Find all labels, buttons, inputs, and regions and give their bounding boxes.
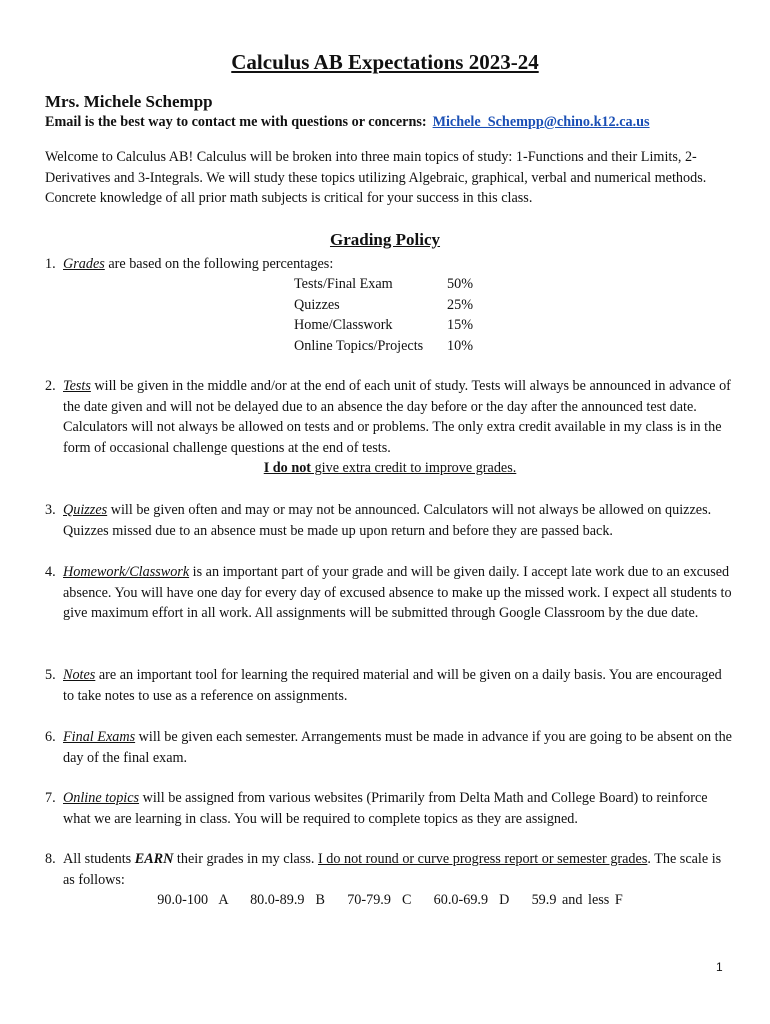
item-number: 1.	[45, 256, 56, 272]
item-text: is an important part of your grade and will be given daily. I accept late work due to an excused absence. You will have one day for every day of excused absence to make up the missed work. I expect all students to give maximum effort in all work. All assignments will be submitted through Google Classroom by the due date.	[63, 564, 732, 621]
grading-policy-heading: Grading Policy	[329, 230, 441, 249]
note-bold: I do not	[263, 460, 312, 476]
page-title: Calculus AB Expectations 2023-24	[231, 50, 539, 74]
item-number: 5.	[45, 667, 56, 683]
item-text: will be given in the middle and/or at the end of each unit of study. Tests will always be announced in advance of the date given and will not be delayed due to an absence the day before or the day after the announced test date. Calculators will not always be allowed on tests and or problems. The only extra credit available in my class is in the form of occasional challenge questions at the end of tests.	[63, 378, 731, 456]
percentages-table	[294, 274, 473, 356]
percentage-category: Online Topics/Projects	[294, 337, 424, 354]
item-term: Homework/Classwork	[63, 564, 190, 580]
item-number: 3.	[45, 502, 56, 518]
item-term: Grades	[63, 256, 105, 272]
item-text-pre: All students	[63, 851, 135, 867]
percentage-value: 10%	[447, 337, 474, 354]
percentage-row	[294, 274, 473, 295]
intro-paragraph: Welcome to Calculus AB! Calculus will be broken into three main topics of study: 1-Functions and their Limits, 2-Derivatives and 3-Integrals. We will study these topics utilizing Algebraic, graphical, verbal and numerical methods. Concrete knowledge of all prior math subjects is critical for your success in this class.	[45, 149, 707, 207]
contact-line	[45, 114, 650, 131]
item-grades	[45, 254, 735, 275]
percentage-row	[294, 336, 473, 357]
item-final-exams	[45, 727, 735, 768]
item-term: Tests	[63, 378, 91, 394]
teacher-name: Mrs. Michele Schempp	[45, 92, 213, 111]
item-homework	[45, 562, 735, 624]
percentage-value: 50%	[447, 276, 474, 292]
percentage-category: Home/Classwork	[294, 317, 393, 333]
item-earn	[45, 849, 735, 911]
item-term: Quizzes	[63, 502, 108, 518]
item-number: 6.	[45, 729, 56, 745]
item-text: will be assigned from various websites (Primarily from Delta Math and College Board) to reinforce what we are learning in class. You will be required to complete topics as they are assigned.	[63, 790, 708, 827]
item-number: 2.	[45, 378, 56, 394]
item-text: will be given each semester. Arrangements must be made in advance if you are going to be absent on the day of the final exam.	[63, 729, 732, 766]
percentage-category: Tests/Final Exam	[294, 276, 393, 292]
item-term: Online topics	[63, 790, 140, 806]
note-text: give extra credit to improve grades.	[311, 460, 517, 476]
no-rounding-note: I do not round or curve progress report or semester grades	[317, 851, 648, 867]
item-text: are based on the following percentages:	[104, 256, 334, 272]
percentage-row	[294, 315, 473, 336]
item-text: are an important tool for learning the required material and will be given on a daily basis. You are encouraged to take notes to use as a reference on assignments.	[63, 667, 722, 704]
item-number: 8.	[45, 851, 56, 867]
item-online-topics	[45, 788, 735, 829]
item-notes	[45, 665, 735, 706]
item-term: EARN	[134, 851, 174, 867]
percentage-value: 25%	[447, 296, 474, 313]
item-text-mid: their grades in my class.	[173, 851, 318, 867]
email-link[interactable]: Michele_Schempp@chino.k12.ca.us	[432, 114, 650, 130]
item-quizzes	[45, 500, 735, 541]
item-text-post: . The scale is as follows:	[63, 851, 722, 888]
percentage-row	[294, 295, 473, 316]
extra-credit-note	[45, 458, 735, 479]
percentage-value: 15%	[447, 317, 474, 333]
item-term: Final Exams	[63, 729, 136, 745]
page-number: 1	[716, 960, 723, 974]
grade-scale: 90.0-100 A 80.0-89.9 B 70-79.9 C 60.0-69.9 D 59.9 and less F	[157, 892, 623, 908]
item-text: will be given often and may or may not be announced. Calculators will not always be allowed on quizzes. Quizzes missed due to an absence must be made up upon return and before they are passed back.	[63, 502, 712, 539]
contact-label: Email is the best way to contact me with questions or concerns:	[45, 114, 427, 130]
item-number: 7.	[45, 790, 56, 806]
item-number: 4.	[45, 564, 56, 580]
item-term: Notes	[63, 667, 96, 683]
item-tests	[45, 376, 735, 479]
percentage-category: Quizzes	[294, 296, 340, 313]
